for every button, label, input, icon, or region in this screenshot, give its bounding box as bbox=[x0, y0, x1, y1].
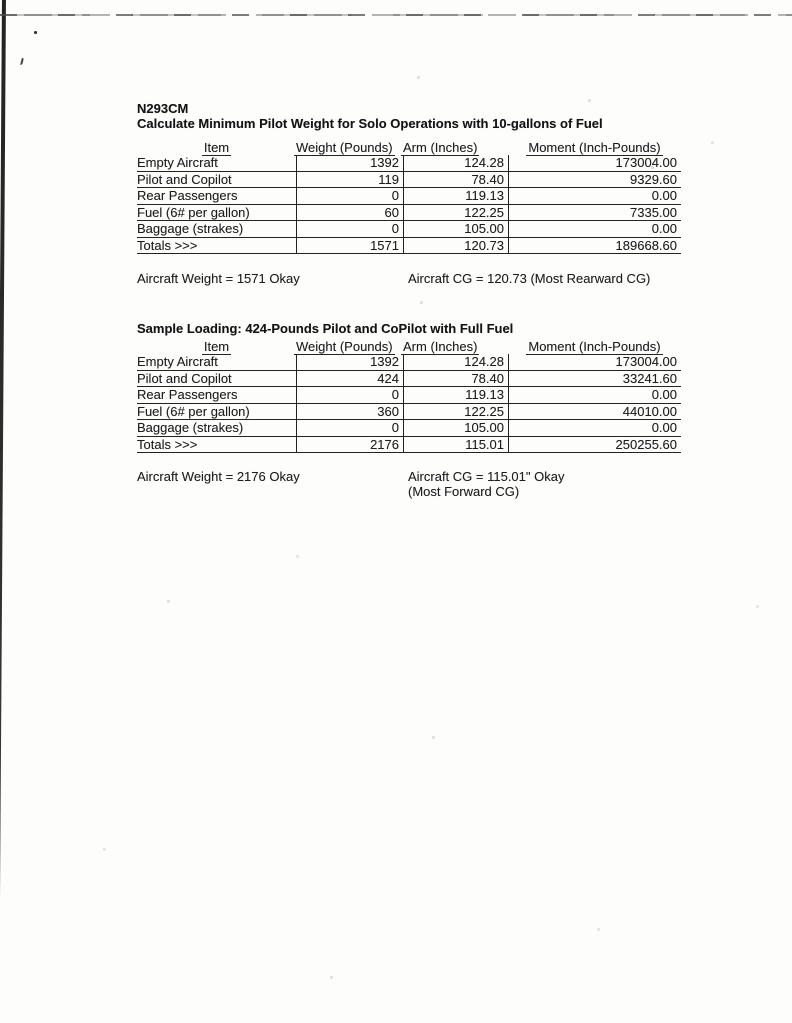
section-sample-loading bbox=[137, 321, 681, 499]
value-cell: 0 bbox=[296, 221, 403, 237]
value-cell: 115.01 bbox=[403, 437, 508, 453]
value-cell: 7335.00 bbox=[508, 205, 681, 221]
value-cell: 124.28 bbox=[403, 155, 508, 171]
scan-left-edge-artifact bbox=[0, 0, 6, 1023]
value-cell: 0.00 bbox=[508, 221, 681, 237]
aircraft-registration: N293CM bbox=[137, 101, 189, 116]
item-cell: Totals >>> bbox=[137, 436, 198, 452]
value-cell: 0.00 bbox=[508, 188, 681, 204]
value-cell: 1392 bbox=[296, 155, 403, 171]
item-cell: Pilot and Copilot bbox=[137, 370, 232, 386]
value-cell: 360 bbox=[296, 404, 403, 420]
column-header: Item bbox=[203, 339, 230, 354]
value-cell: 124.28 bbox=[403, 354, 508, 370]
column-header: Weight (Pounds) bbox=[296, 339, 393, 354]
item-cell: Pilot and Copilot bbox=[137, 171, 232, 187]
column-header: Weight (Pounds) bbox=[296, 140, 393, 155]
aircraft-cg-summary bbox=[408, 271, 650, 286]
value-cell: 60 bbox=[296, 205, 403, 221]
scan-noise-specks bbox=[0, 0, 1, 1]
section-title: Sample Loading: 424-Pounds Pilot and CoPilot with Full Fuel bbox=[137, 321, 514, 336]
value-cell: 122.25 bbox=[403, 205, 508, 221]
item-cell: Totals >>> bbox=[137, 237, 198, 253]
value-cell: 0.00 bbox=[508, 420, 681, 436]
value-cell: 189668.60 bbox=[508, 238, 681, 254]
value-cell: 9329.60 bbox=[508, 172, 681, 188]
table-row bbox=[137, 387, 681, 404]
value-cell: 119.13 bbox=[403, 387, 508, 403]
value-cell: 122.25 bbox=[403, 404, 508, 420]
value-cell: 44010.00 bbox=[508, 404, 681, 420]
column-header: Arm (Inches) bbox=[403, 339, 478, 354]
section-title: Calculate Minimum Pilot Weight for Solo Operations with 10-gallons of Fuel bbox=[137, 116, 603, 131]
value-cell: 0 bbox=[296, 387, 403, 403]
item-cell: Baggage (strakes) bbox=[137, 420, 244, 435]
value-cell: 105.00 bbox=[403, 221, 508, 237]
aircraft-cg-summary bbox=[408, 469, 564, 499]
aircraft-weight-summary: Aircraft Weight = 1571 Okay bbox=[137, 271, 300, 286]
table-row bbox=[137, 354, 681, 371]
item-cell: Empty Aircraft bbox=[137, 354, 218, 369]
value-cell: 173004.00 bbox=[508, 155, 681, 171]
table-row bbox=[137, 404, 681, 421]
weight-balance-table-sample bbox=[137, 338, 681, 453]
value-cell: 33241.60 bbox=[508, 371, 681, 387]
summary-row bbox=[137, 271, 681, 286]
scan-speck-dot bbox=[34, 31, 37, 34]
value-cell: 0.00 bbox=[508, 387, 681, 403]
value-cell: 78.40 bbox=[403, 371, 508, 387]
table-row bbox=[137, 188, 681, 205]
table-row bbox=[137, 371, 681, 388]
aircraft-weight-summary: Aircraft Weight = 2176 Okay bbox=[137, 469, 300, 484]
summary-row bbox=[137, 469, 681, 499]
value-cell: 1571 bbox=[296, 238, 403, 254]
value-cell: 0 bbox=[296, 420, 403, 436]
item-cell: Fuel (6# per gallon) bbox=[137, 204, 250, 220]
column-header: Moment (Inch-Pounds) bbox=[528, 339, 661, 354]
item-cell: Rear Passengers bbox=[137, 387, 238, 402]
value-cell: 105.00 bbox=[403, 420, 508, 436]
column-header: Arm (Inches) bbox=[403, 140, 478, 155]
value-cell: 119 bbox=[296, 172, 403, 188]
aircraft-cg-line: Aircraft CG = 120.73 (Most Rearward CG) bbox=[408, 271, 651, 286]
document-content bbox=[137, 101, 681, 499]
value-cell: 0 bbox=[296, 188, 403, 204]
table-row bbox=[137, 205, 681, 222]
table-header-row bbox=[137, 135, 681, 155]
value-cell: 78.40 bbox=[403, 172, 508, 188]
column-header: Moment (Inch-Pounds) bbox=[528, 140, 661, 155]
table-row bbox=[137, 420, 681, 437]
value-cell: 1392 bbox=[296, 354, 403, 370]
item-cell: Fuel (6# per gallon) bbox=[137, 403, 250, 419]
column-header: Item bbox=[203, 140, 230, 155]
aircraft-cg-line: Aircraft CG = 115.01" Okay bbox=[408, 469, 565, 484]
aircraft-cg-line: (Most Forward CG) bbox=[408, 484, 520, 499]
item-cell: Empty Aircraft bbox=[137, 155, 218, 170]
table-row bbox=[137, 172, 681, 189]
scan-top-dashed-line-artifact bbox=[0, 14, 792, 16]
weight-balance-table-solo bbox=[137, 135, 681, 254]
table-header-row bbox=[137, 338, 681, 354]
value-cell: 250255.60 bbox=[508, 437, 681, 453]
scan-speck-mark bbox=[20, 58, 24, 65]
table-row bbox=[137, 155, 681, 172]
value-cell: 119.13 bbox=[403, 188, 508, 204]
table-row bbox=[137, 437, 681, 454]
value-cell: 2176 bbox=[296, 437, 403, 453]
table-row bbox=[137, 221, 681, 238]
table-row bbox=[137, 238, 681, 255]
value-cell: 424 bbox=[296, 371, 403, 387]
item-cell: Rear Passengers bbox=[137, 188, 238, 203]
item-cell: Baggage (strakes) bbox=[137, 221, 244, 236]
value-cell: 120.73 bbox=[403, 238, 508, 254]
section-solo-operations bbox=[137, 116, 681, 286]
value-cell: 173004.00 bbox=[508, 354, 681, 370]
